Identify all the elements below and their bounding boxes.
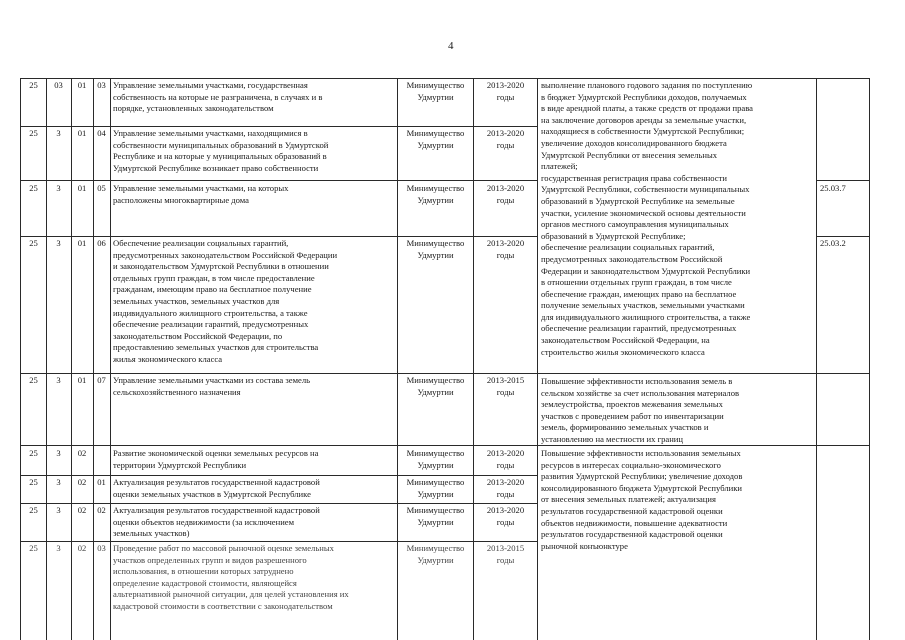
row-9-executor: Минимущество Удмуртии [406, 543, 465, 565]
row-5-executor: Минимущество Удмуртии [406, 375, 465, 397]
row-9-code-2: 3 [56, 543, 61, 553]
row-9-code-1: 25 [29, 543, 38, 553]
expected-results-block-1: выполнение планового годового задания по поступлению в бюджет Удмуртской Республики доходов, получаемых в виде арендной платы, а также средств от продажи права на заключение договоров аренды за земельные участки, находящиеся в собственности Удмуртской Республики; увеличение доходов консолидированного бюджета Удмуртской Республики от внесения земельных платежей; государственная регистрация права собственности Удмуртской Республики, собственности муниципальных образований в Удмуртской Республике на земельные участки, усиление экономической основы деятельности органов местного самоуправления муниципальных образований в Удмуртской Республике; обеспечение реализации социальных гарантий, предусмотренных законодательством Российской Федерации и законодательством Удмуртской Республики в отношении отдельных групп граждан, в том числе обеспечение граждан, имеющих право на бесплатное получение земельных участков, земельными участками для индивидуального жилищного строительства, а также обеспечение реализации гарантий, предусмотренных законодательством Российской Федерации, на строительство жилья экономического класса [541, 80, 753, 357]
row-1-code-3: 01 [77, 80, 87, 90]
row-5-code-4: 07 [97, 375, 106, 385]
row-8-executor: Минимущество Удмуртии [406, 505, 465, 527]
row-9-code-3: 02 [77, 543, 87, 553]
row-3-executor: Минимущество Удмуртии [406, 183, 465, 205]
row-3-period: 2013-2020 годы [486, 183, 525, 205]
row-7-name: Актуализация результатов государственной кадастровой оценки земельных участков в Удмуртской Республике [113, 477, 320, 499]
row-2-code-2: 3 [56, 128, 61, 138]
row-3-code-2: 3 [56, 183, 61, 193]
row-5-name: Управление земельными участками из состава земель сельскохозяйственного назначения [113, 375, 311, 397]
row-4-code-1: 25 [29, 238, 38, 248]
row-1-executor: Минимущество Удмуртии [406, 80, 465, 102]
row-9-period: 2013-2015 годы [486, 543, 525, 565]
row-3-code-1: 25 [29, 183, 38, 193]
row-6-code-2: 3 [56, 448, 61, 458]
row-1-period: 2013-2020 годы [486, 80, 525, 102]
expected-results-block-2: Повышение эффективности использования земель в сельском хозяйстве за счет использования материалов землеустройства, проектов межевания земельных участков с проведением работ по инвентаризации земель, формированию земельных участков и установлению на местности их границ [541, 376, 740, 444]
row-7-code-1: 25 [29, 477, 38, 487]
row-8-period: 2013-2020 годы [486, 505, 525, 527]
row-4-code-2: 3 [56, 238, 61, 248]
row-7-code-2: 3 [56, 477, 61, 487]
row-8-code-2: 3 [56, 505, 61, 515]
row-6-code-1: 25 [29, 448, 38, 458]
row-5-code-2: 3 [56, 375, 61, 385]
row-6-period: 2013-2020 годы [486, 448, 525, 470]
row-2-code-3: 01 [77, 128, 87, 138]
row-4-code-4: 06 [97, 238, 106, 248]
row-4-period: 2013-2020 годы [486, 238, 525, 260]
row-8-code-3: 02 [77, 505, 87, 515]
row-4-name: Обеспечение реализации социальных гарантий, предусмотренных законодательством Российской Федерации и законодательством Удмуртской Республики в отношении отдельных групп граждан, в том числе предоставление гражданам, имеющим право на бесплатное получение земельных участков, земельных участков для индивидуального жилищного строительства, а также обеспечение реализации гарантий, предусмотренных законодательством Российской Федерации, по предоставлению земельных участков для строительства жилья экономического класса [113, 238, 338, 364]
row-1-code-1: 25 [29, 80, 38, 90]
row-2-period: 2013-2020 годы [486, 128, 525, 150]
row-3-code-3: 01 [77, 183, 87, 193]
row-2-executor: Минимущество Удмуртии [406, 128, 465, 150]
row-9-name: Проведение работ по массовой рыночной оценке земельных участков определенных групп и видов разрешенного использования, в отношении которых затруднено определение кадастровой стоимости, являющейся альтернативной рыночной ситуации, для целей установления их кадастровой стоимости в соответствии с законодательством [113, 543, 349, 611]
row-2-code-1: 25 [29, 128, 38, 138]
row-8-code-1: 25 [29, 505, 38, 515]
row-6-code-3: 02 [77, 448, 87, 458]
row-5-period: 2013-2015 годы [486, 375, 525, 397]
row-3-name: Управление земельными участками, на которых расположены многоквартирные дома [113, 183, 289, 205]
row-9-code-4: 03 [97, 543, 106, 553]
row-1-code-2: 03 [54, 80, 63, 90]
row-3-code-4: 05 [97, 183, 106, 193]
row-2-code-4: 04 [97, 128, 106, 138]
row-1-code-4: 03 [97, 80, 106, 90]
row-5-code-3: 01 [77, 375, 87, 385]
row-4-indicator-code: 25.03.2 [820, 238, 846, 248]
row-4-code-3: 01 [77, 238, 87, 248]
row-8-code-4: 02 [97, 505, 106, 515]
page-number: 4 [448, 40, 454, 52]
row-1-name: Управление земельными участками, государственная собственность на которые не разграничена, в случаях и в порядке, установленных законодательством [113, 80, 323, 114]
row-7-code-4: 01 [97, 477, 106, 487]
expected-results-block-3: Повышение эффективности использования земельных ресурсов в интересах социально-экономического развития Удмуртской Республики; увеличение доходов консолидированного бюджета Удмуртской Республики от внесения земельных платежей; актуализация результатов государственной кадастровой оценки объектов недвижимости, повышение адекватности результатов государственной кадастровой оценки рыночной конъюнктуре [541, 448, 743, 551]
row-7-code-3: 02 [77, 477, 87, 487]
row-8-name: Актуализация результатов государственной кадастровой оценки объектов недвижимости (за исключением земельных участков) [113, 505, 320, 539]
row-5-code-1: 25 [29, 375, 38, 385]
row-4-executor: Минимущество Удмуртии [406, 238, 465, 260]
row-6-executor: Минимущество Удмуртии [406, 448, 465, 470]
row-6-name: Развитие экономической оценки земельных ресурсов на территории Удмуртской Республики [113, 448, 319, 470]
row-7-period: 2013-2020 годы [486, 477, 525, 499]
row-2-name: Управление земельными участками, находящимися в собственности муниципальных образований в Удмуртской Республике и на которые у муниципальных образований в Удмуртской Республике возникает право собственности [113, 128, 329, 173]
row-7-executor: Минимущество Удмуртии [406, 477, 465, 499]
row-3-indicator-code: 25.03.7 [820, 183, 846, 193]
